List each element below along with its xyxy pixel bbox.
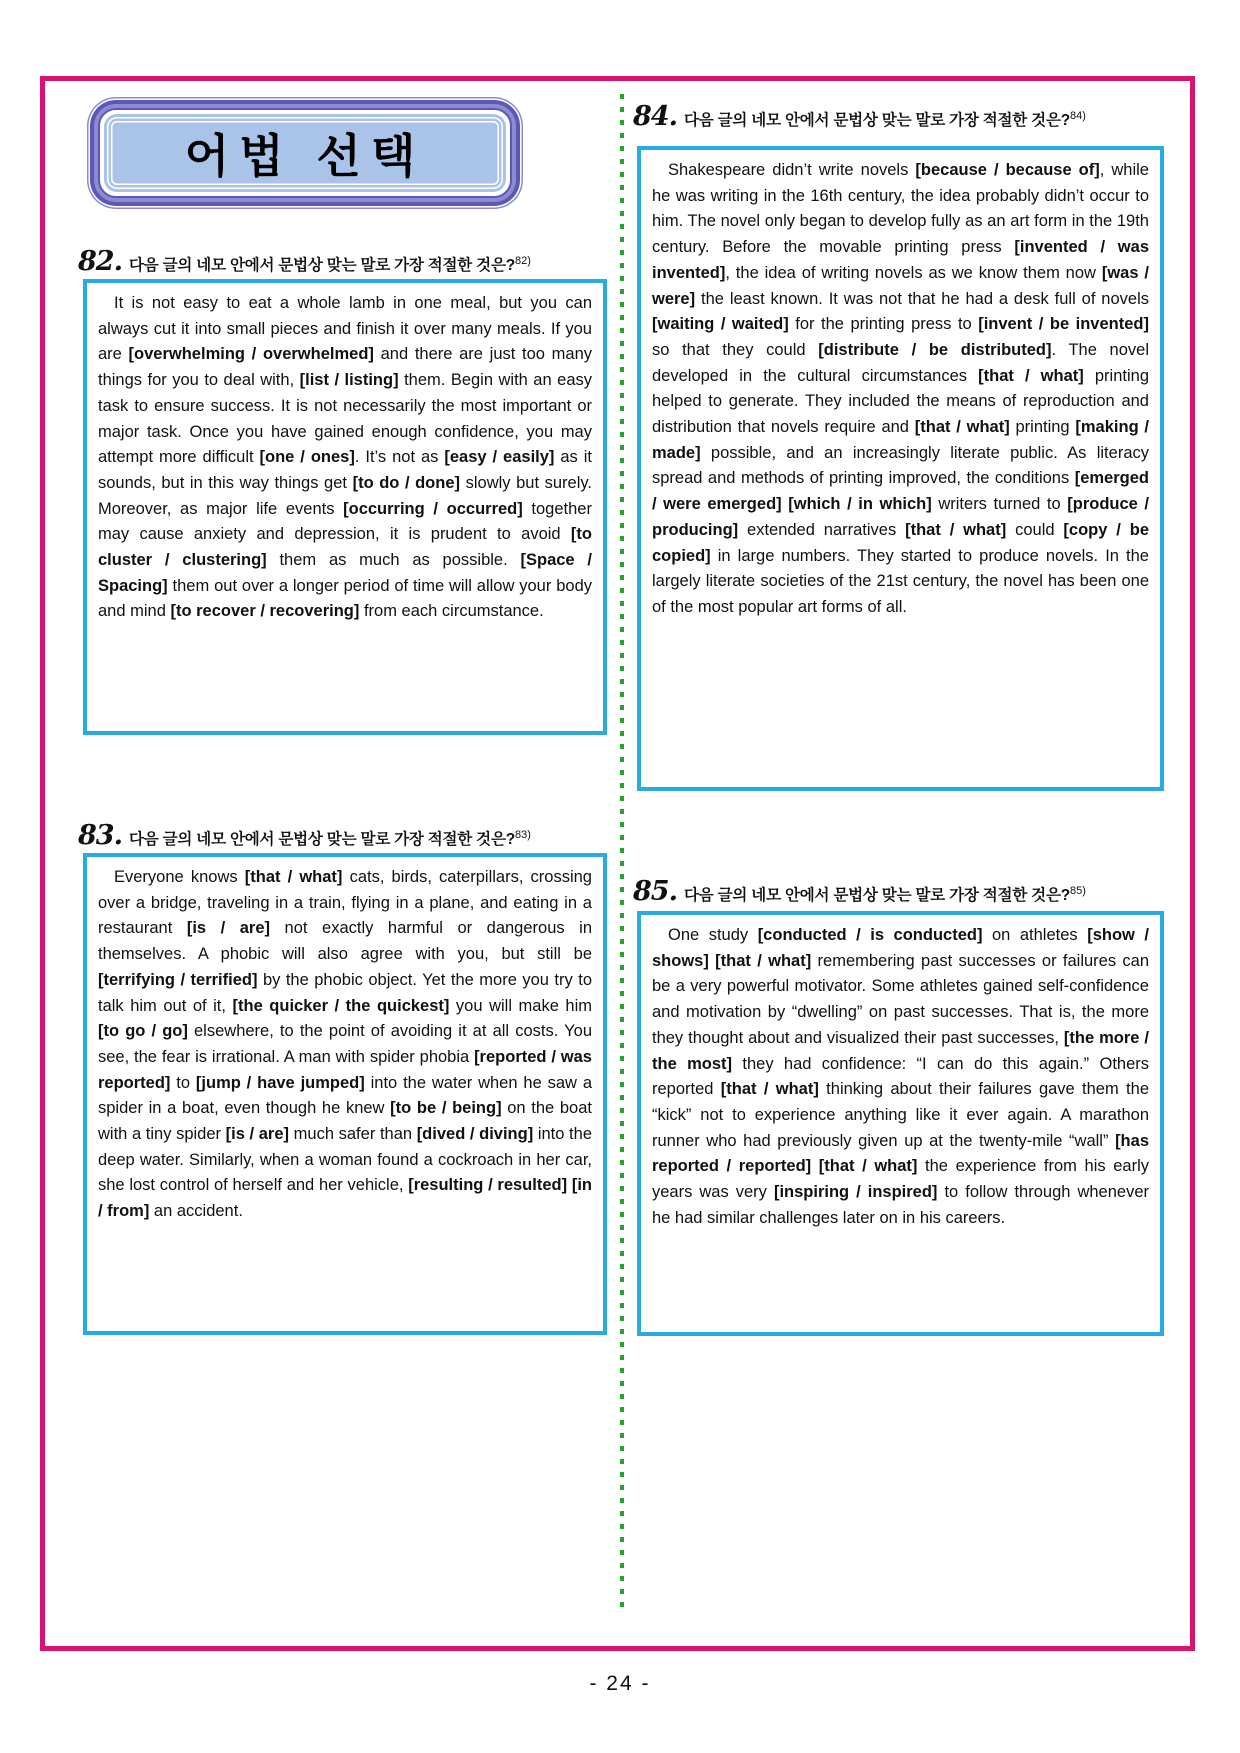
question-prompt: 다음 글의 네모 안에서 문법상 맞는 말로 가장 적절한 것은? bbox=[683, 112, 1070, 129]
question-prompt: 다음 글의 네모 안에서 문법상 맞는 말로 가장 적절한 것은? bbox=[683, 887, 1070, 904]
question-footnote-ref: 82) bbox=[515, 254, 531, 267]
question-number: 82. bbox=[78, 246, 122, 277]
question-prompt: 다음 글의 네모 안에서 문법상 맞는 말로 가장 적절한 것은? bbox=[128, 257, 515, 274]
section-title-banner bbox=[90, 100, 520, 206]
question-82-header bbox=[78, 246, 531, 277]
passage-box-85: One study [conducted / is conducted] on athletes [show / shows] [that / what] remembering past successes or failures can be a very powerful motivator. Some athletes gained self-confidence and motivation by “dwelling” on past successes. That is, the more they thought about and visualized their past successes, [the more / the most] they had confidence: “I can do this again.” Others reported [that / what] thinking about their failures gave them the “kick” not to experience anything like it ever again. A marathon runner who had previously given up at the twenty-mile “wall” [has reported / reported] [that / what] the experience from his early years was very [inspiring / inspired] to follow through whenever he had similar challenges later on in his careers. bbox=[637, 911, 1164, 1336]
passage-box-83: Everyone knows [that / what] cats, birds, caterpillars, crossing over a bridge, traveling in a train, flying in a plane, and eating in a restaurant [is / are] not exactly harmful or dangerous in themselves. A phobic will also agree with you, but still be [terrifying / terrified] by the phobic object. Yet the more you try to talk him out of it, [the quicker / the quickest] you will make him [to go / go] elsewhere, to the point of avoiding it at all costs. You see, the fear is irrational. A man with spider phobia [reported / was reported] to [jump / have jumped] into the water when he saw a spider in a boat, even though he knew [to be / being] on the boat with a tiny spider [is / are] much safer than [dived / diving] into the deep water. Similarly, when a woman found a cockroach in her car, she lost control of herself and her vehicle, [resulting / resulted] [in / from] an accident. bbox=[83, 853, 607, 1335]
question-number: 85. bbox=[633, 876, 677, 907]
page-number: - 24 - bbox=[589, 1672, 651, 1695]
question-prompt-wrap bbox=[684, 883, 1086, 905]
question-84-header bbox=[633, 101, 1086, 132]
question-83-header bbox=[78, 820, 531, 851]
banner-ring-mid bbox=[94, 104, 516, 202]
question-number: 83. bbox=[78, 820, 122, 851]
question-85-header bbox=[633, 876, 1086, 907]
question-footnote-ref: 84) bbox=[1070, 109, 1086, 122]
banner-ring-white bbox=[98, 108, 512, 198]
question-prompt: 다음 글의 네모 안에서 문법상 맞는 말로 가장 적절한 것은? bbox=[128, 831, 515, 848]
question-footnote-ref: 83) bbox=[515, 828, 531, 841]
question-footnote-ref: 85) bbox=[1070, 884, 1086, 897]
question-prompt-wrap bbox=[129, 827, 531, 849]
question-prompt-wrap bbox=[129, 253, 531, 275]
column-divider bbox=[620, 94, 624, 1614]
passage-box-82: It is not easy to eat a whole lamb in one meal, but you can always cut it into small pieces and finish it over many meals. If you are [overwhelming / overwhelmed] and there are just too many things for you to deal with, [list / listing] them. Begin with an easy task to ensure success. It is not necessarily the most important or major task. Once you have gained enough confidence, you may attempt more difficult [one / ones]. It’s not as [easy / easily] as it sounds, but in this way things get [to do / done] slowly but surely. Moreover, as major life events [occurring / occurred] together may cause anxiety and depression, it is prudent to avoid [to cluster / clustering] them as much as possible. [Space / Spacing] them out over a longer period of time will allow your body and mind [to recover / recovering] from each circumstance. bbox=[83, 279, 607, 735]
passage-box-84: Shakespeare didn’t write novels [because / because of], while he was writing in the 16th century, the idea probably didn’t occur to him. The novel only began to develop fully as an art form in the 19th century. Before the movable printing press [invented / was invented], the idea of writing novels as we know them now [was / were] the least known. It was not that he had a desk full of novels [waiting / waited] for the printing press to [invent / be invented] so that they could [distribute / be distributed]. The novel developed in the cultural circumstances [that / what] printing helped to generate. They included the means of reproduction and distribution that novels require and [that / what] printing [making / made] possible, and an increasingly literate public. As literacy spread and methods of printing improved, the conditions [emerged / were emerged] [which / in which] writers turned to [produce / producing] extended narratives [that / what] could [copy / be copied] in large numbers. They started to produce novels. In the largely literate societies of the 21st century, the novel has been one of the most popular art forms of all. bbox=[637, 146, 1164, 791]
section-title: 어법 선택 bbox=[184, 130, 426, 182]
question-prompt-wrap bbox=[684, 108, 1086, 130]
banner-panel bbox=[104, 114, 506, 192]
question-number: 84. bbox=[633, 101, 677, 132]
